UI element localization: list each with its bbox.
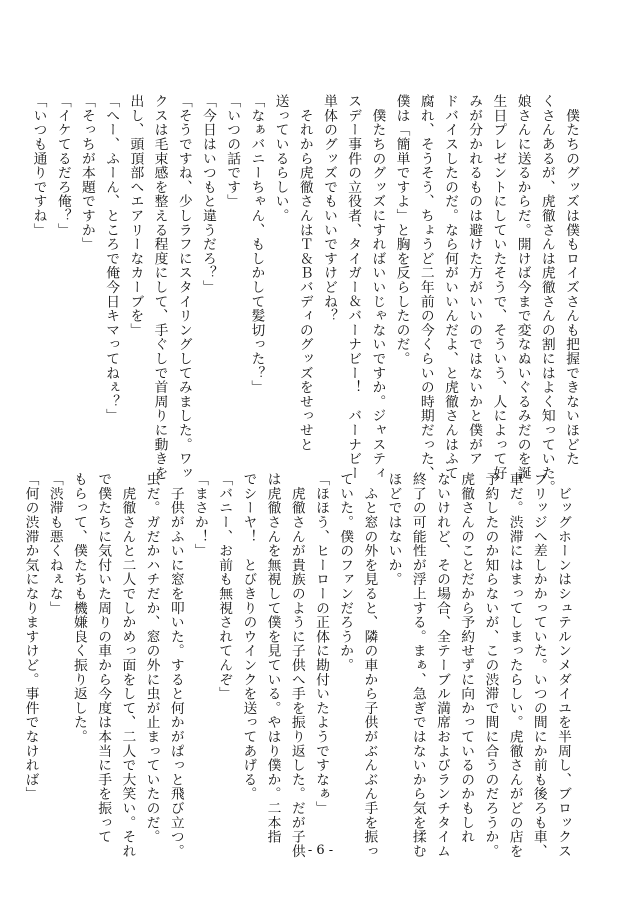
text-line: 子供がふいに窓を叩いた。すると何かがぱっと飛び立つ。 bbox=[167, 472, 184, 859]
text-line: それから虎徹さんはＴ＆Ｂバディのグッズをせっせと bbox=[296, 94, 313, 452]
text-line: 車だ。渋滞にはまってしまったらしい。虎徹さんがどの店を bbox=[506, 472, 523, 859]
text-line: くさんあるが、虎徹さんは虎徹さんの割にはよく知っていた。 bbox=[538, 94, 555, 495]
upper-text-block bbox=[30, 94, 583, 495]
text-line: 予約したのか知らないが、この渋滞で間に合うのだろうか。 bbox=[482, 472, 499, 859]
text-line: ドバイスしたのだ。なら何がいいんだよ、と虎徹さんはふて bbox=[441, 94, 458, 481]
text-line: 「渋滞も悪くねぇな」 bbox=[46, 472, 63, 615]
text-line: 単体のグッズでもいいですけどね？ bbox=[320, 94, 337, 323]
text-line: 「まさか！」 bbox=[191, 472, 208, 558]
text-line: みが分かれるものは避けた方がいいのではないかと僕がア bbox=[466, 94, 483, 466]
text-line: は虎徹さんを無視して僕を見ている。やはり僕か。二本指 bbox=[264, 472, 281, 844]
text-line: 「へー、ふーん、ところで俺今日キマってねぇ？」 bbox=[103, 94, 120, 423]
text-line: で僕たちに気付いた周りの車から今度は本当に手を振って bbox=[95, 472, 112, 844]
text-line: 腐れ、そうそう、ちょうど二年前の今くらいの時期だった、 bbox=[417, 94, 434, 481]
text-line: 虎徹さんと二人でしかめっ面をして、二人で大笑い。それ bbox=[119, 472, 136, 859]
text-line: 「いつも通りですね」 bbox=[30, 94, 47, 237]
text-line: クスは毛束感を整える程度にして、手ぐしで首周りに動きを bbox=[151, 94, 168, 481]
text-line: 「そうですね、少しラフにスタイリングしてみました。ワッ bbox=[175, 94, 192, 481]
text-line: もらって、僕たちも機嫌良く振り返した。 bbox=[70, 472, 87, 744]
text-line: ブリッジへ差しかかっていた。いつの間にか前も後ろも車、 bbox=[530, 472, 547, 859]
text-line: 虎徹さんのことだから予約せずに向かっているのかもしれ bbox=[458, 472, 475, 844]
text-line: 虫だ。ガだかハチだか、窓の外に虫が止まっていたのだ。 bbox=[143, 472, 160, 844]
text-line: 「何の渋滞か気になりますけど。事件でなければ」 bbox=[22, 472, 39, 801]
text-line: 「そっちが本題ですか」 bbox=[78, 94, 95, 252]
text-line: ほどではないか。 bbox=[385, 472, 402, 587]
text-line: でシーヤ！ とびきりのウインクを送ってあげる。 bbox=[240, 472, 257, 801]
text-line: 僕たちのグッズにすればいいじゃないですか。ジャスティ bbox=[369, 94, 386, 481]
text-line: 娘さんに送るからだ。開けば今まで変なぬいぐるみだのを誕 bbox=[514, 94, 531, 481]
text-line: ふと窓の外を見ると、隣の車から子供がぶんぶん手を振っ bbox=[361, 472, 378, 859]
text-line: スデー事件の立役者、タイガー＆バーナビー！ バーナビー bbox=[345, 94, 362, 481]
text-line: 「ほほう、ヒーローの正体に勘付いたようですなぁ」 bbox=[312, 472, 329, 816]
text-line: 虎徹さんが貴族のように子供へ手を振り返した。だが子供 bbox=[288, 472, 305, 859]
text-line: 「イケてるだろ俺？」 bbox=[54, 94, 71, 237]
text-line: 「バニー、お前も無視されてんぞ」 bbox=[216, 472, 233, 701]
text-line: ビッグホーンはシュテルンメダイユを半周し、ブロックス bbox=[555, 472, 571, 859]
text-line: 「今日はいつもと違うだろ？」 bbox=[199, 94, 216, 295]
text-line: 「なぁバニーちゃん、もしかして髪切った？」 bbox=[248, 94, 265, 395]
text-line: 終了の可能性が浮上する。まぁ、急ぎではないから気を揉む bbox=[409, 472, 426, 859]
text-line: 僕は「簡単ですよ」と胸を反らしたのだ。 bbox=[393, 94, 410, 366]
text-line: 僕たちのグッズは僕もロイズさんも把握できないほどた bbox=[563, 94, 579, 466]
text-line: 生日プレゼントにしていたそうで、そういう、人によって好 bbox=[490, 94, 507, 481]
text-line: 「いつの話です」 bbox=[224, 94, 241, 209]
lower-text-block bbox=[22, 472, 575, 859]
text-line: 送っているらしい。 bbox=[272, 94, 289, 223]
page-number: - 6 - bbox=[307, 843, 334, 858]
text-line: ていた。僕のファンだろうか。 bbox=[337, 472, 354, 673]
text-line: ないけれど、その場合、全テーブル満席およびランチタイム bbox=[433, 472, 450, 859]
text-line: 出し、頭頂部へエアリーなカーブを」 bbox=[127, 94, 144, 338]
